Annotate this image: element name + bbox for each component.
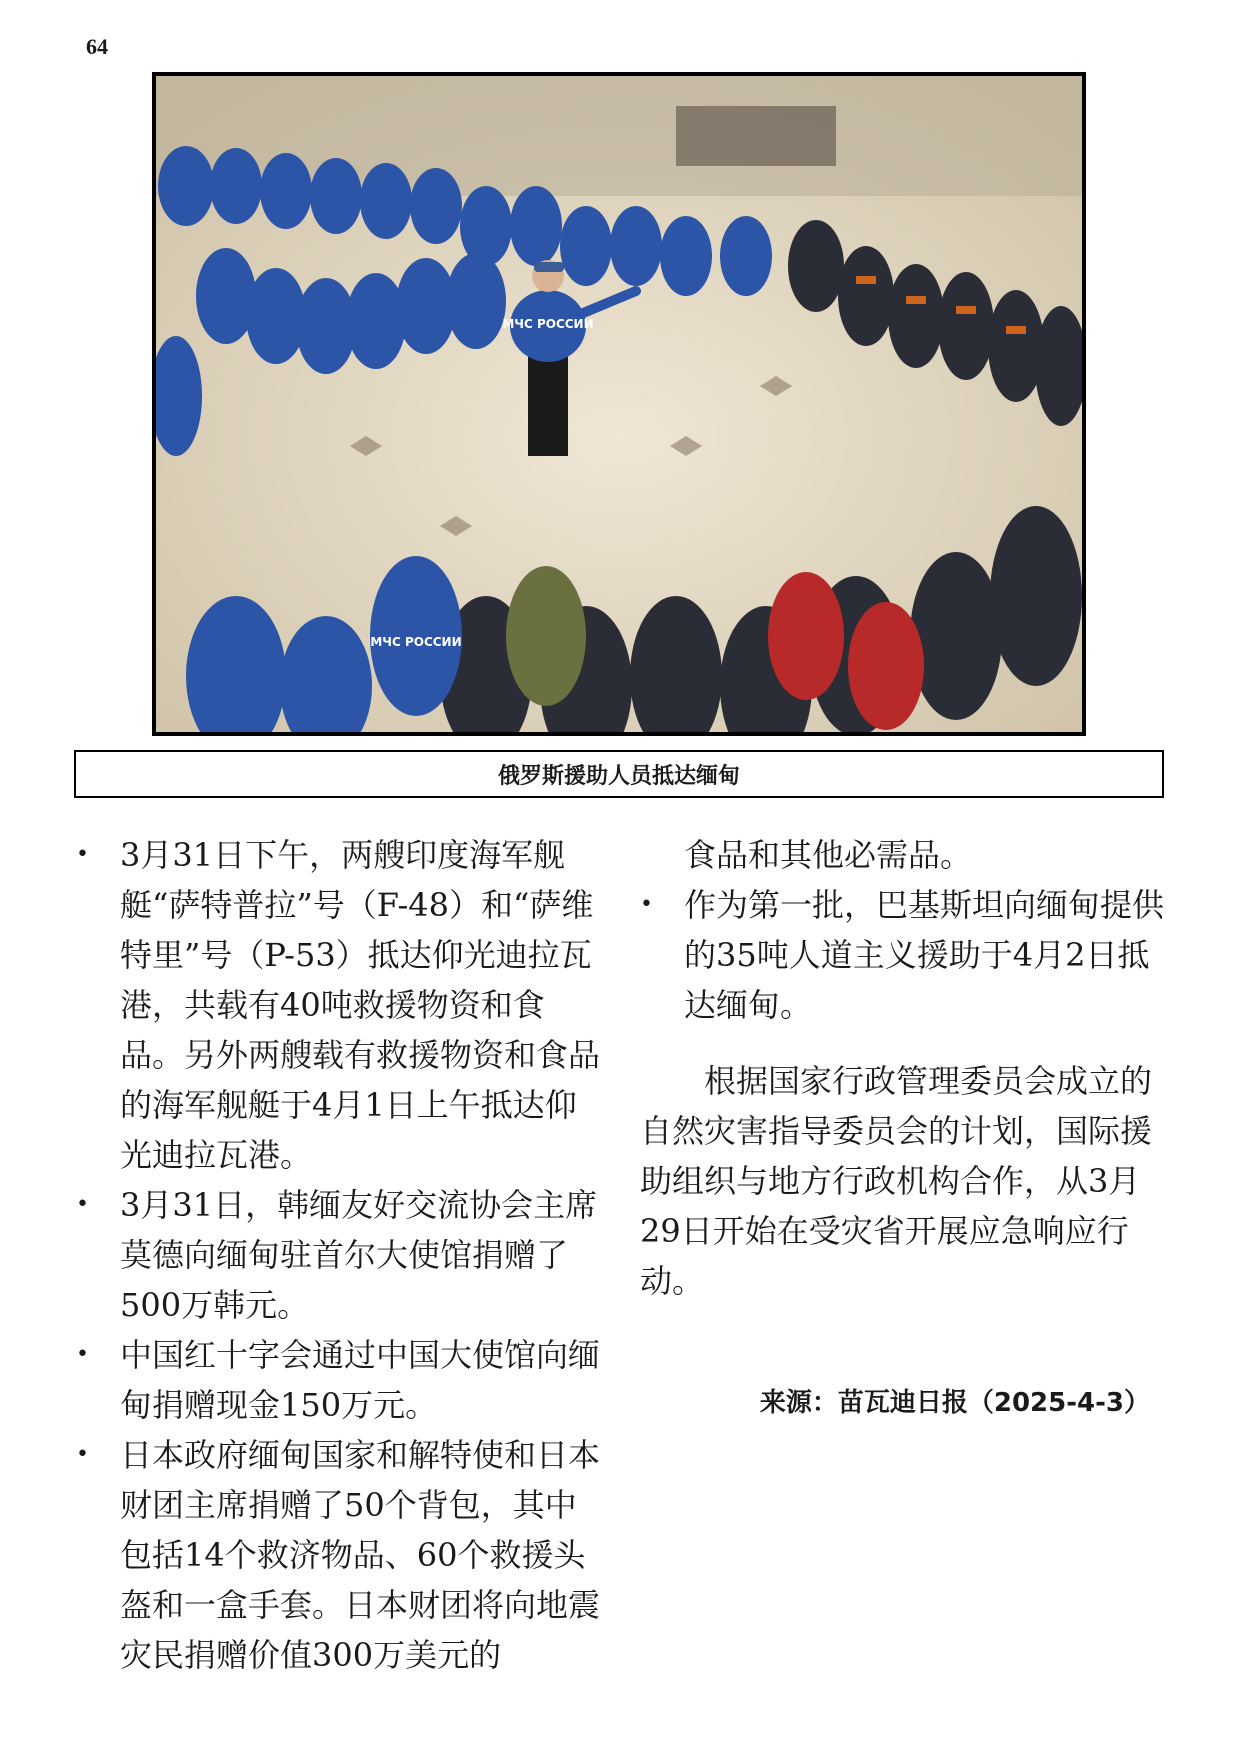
- right-column: [640, 830, 1180, 1428]
- rescue-team-photo: [156, 76, 1082, 732]
- list-item: • 3月31日，韩缅友好交流协会主席莫德向缅甸驻首尔大使馆捐赠了500万韩元。: [76, 1180, 606, 1330]
- shirt-print-speaker: МЧС РОССИИ: [502, 317, 594, 331]
- left-column: [76, 830, 606, 1680]
- list-item: • 作为第一批，巴基斯坦向缅甸提供的35吨人道主义援助于4月2日抵达缅甸。: [640, 880, 1180, 1030]
- left-bullet-list: [76, 830, 606, 1680]
- photo-caption: [74, 750, 1164, 798]
- list-item: • 3月31日下午，两艘印度海军舰艇“萨特普拉”号（F-48）和“萨维特里”号（P-53）抵达仰光迪拉瓦港，共载有40吨救援物资和食品。另外两艘载有救援物资和食品的海军舰艇于4月1日上午抵达仰光迪拉瓦港。: [76, 830, 606, 1180]
- bullet-continuation: 食品和其他必需品。: [684, 836, 973, 874]
- right-bullet-list: [640, 880, 1180, 1030]
- list-item: • 日本政府缅甸国家和解特使和日本财团主席捐赠了50个背包，其中包括14个救济物品、60个救援头盔和一盒手套。日本财团将向地震灾民捐赠价值300万美元的: [76, 1430, 606, 1680]
- page-number: 64: [86, 34, 108, 59]
- photo-caption-text: 俄罗斯援助人员抵达缅甸: [497, 763, 740, 789]
- news-photo: [152, 72, 1086, 736]
- shirt-print-front: МЧС РОССИИ: [370, 635, 462, 649]
- body-paragraph: 根据国家行政管理委员会成立的自然灾害指导委员会的计划，国际援助组织与地方行政机构合作，从3月29日开始在受灾省开展应急响应行动。: [640, 1062, 1153, 1300]
- list-item: • 中国红十字会通过中国大使馆向缅甸捐赠现金150万元。: [76, 1330, 606, 1430]
- source-citation: 来源：苗瓦迪日报（2025-4-3）: [759, 1388, 1150, 1418]
